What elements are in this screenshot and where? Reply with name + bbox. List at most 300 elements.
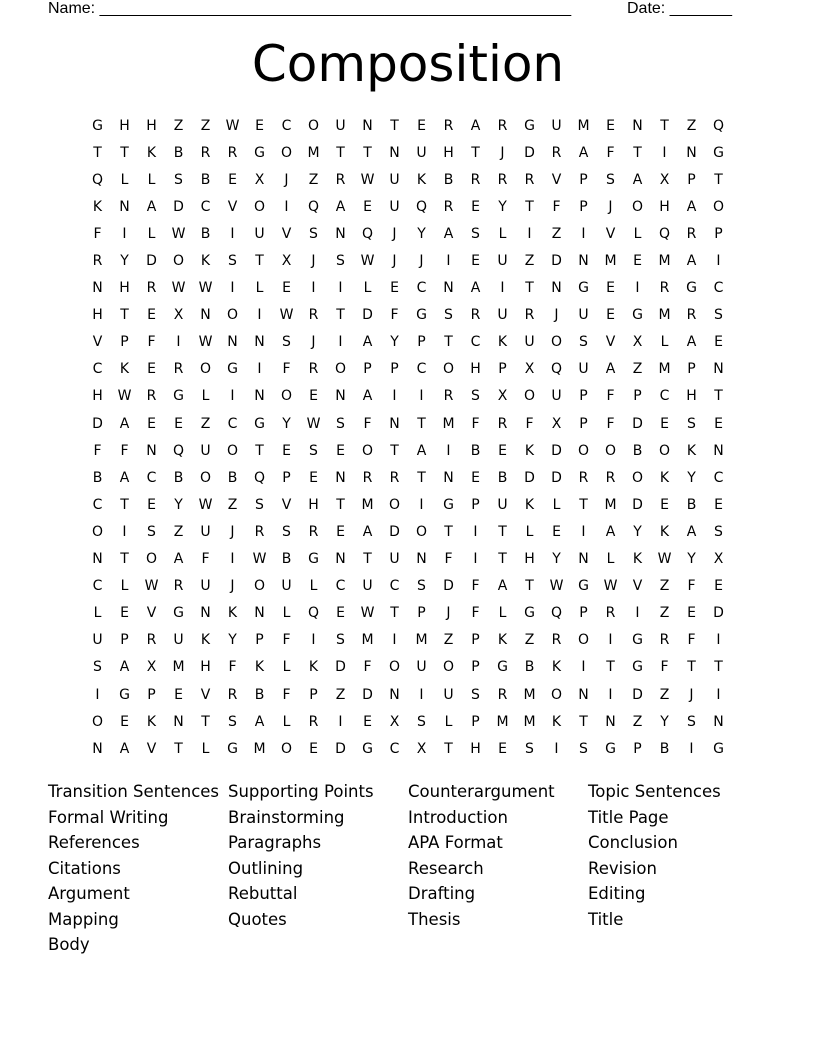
grid-letter: M [307, 144, 320, 161]
grid-letter: O [226, 442, 239, 459]
grid-letter: G [578, 578, 589, 595]
grid-letter: V [200, 686, 211, 703]
grid-letter: T [390, 442, 399, 459]
grid-letter: K [551, 659, 562, 676]
grid-letter: T [714, 659, 723, 676]
grid-letter: K [119, 361, 130, 378]
grid-letter: T [120, 551, 129, 568]
grid-letter: S [336, 415, 345, 432]
grid-letter: H [146, 117, 157, 134]
grid-letter: Y [552, 551, 561, 568]
grid-letter: H [308, 496, 319, 513]
grid-letter: F [471, 415, 480, 432]
grid-letter: Q [253, 469, 266, 486]
grid-letter: G [686, 280, 697, 297]
grid-letter: W [252, 551, 267, 568]
word-list-item: Body [48, 935, 90, 954]
grid-letter: S [417, 578, 426, 595]
grid-letter: G [578, 280, 589, 297]
grid-letter: O [172, 253, 185, 270]
grid-letter: P [417, 605, 426, 622]
grid-letter: I [635, 605, 640, 622]
grid-letter: I [716, 253, 721, 270]
grid-letter: O [604, 442, 617, 459]
grid-letter: I [446, 442, 451, 459]
grid-letter: S [471, 686, 480, 703]
grid-letter: E [336, 442, 345, 459]
grid-letter: R [254, 523, 265, 540]
grid-letter: E [228, 171, 237, 188]
word-list-item: Mapping [48, 909, 119, 929]
grid-letter: I [608, 686, 613, 703]
grid-letter: O [550, 334, 563, 351]
grid-letter: T [120, 144, 129, 161]
grid-letter: C [227, 415, 238, 432]
grid-letter: G [119, 686, 130, 703]
grid-letter: O [577, 632, 590, 649]
grid-letter: O [658, 442, 671, 459]
grid-letter: E [660, 496, 669, 513]
grid-letter: T [525, 280, 534, 297]
grid-letter: N [146, 442, 157, 459]
grid-letter: O [442, 361, 455, 378]
grid-letter: U [578, 361, 589, 378]
grid-letter: R [443, 388, 454, 405]
grid-letter: N [173, 713, 184, 730]
grid-letter: A [686, 523, 697, 540]
grid-letter: W [360, 171, 375, 188]
grid-letter: A [605, 523, 616, 540]
grid-letter: N [227, 334, 238, 351]
grid-letter: L [93, 605, 102, 622]
letter-grid [84, 112, 732, 762]
grid-letter: U [551, 388, 562, 405]
grid-letter: R [173, 361, 184, 378]
grid-letter: E [363, 198, 372, 215]
grid-letter: K [200, 632, 211, 649]
grid-letter: P [579, 415, 588, 432]
grid-letter: R [146, 388, 157, 405]
grid-letter: C [389, 740, 400, 757]
grid-letter: M [415, 632, 428, 649]
grid-letter: T [336, 496, 345, 513]
grid-letter: X [173, 307, 184, 324]
grid-letter: R [605, 469, 616, 486]
grid-letter: A [578, 144, 589, 161]
grid-letter: O [388, 659, 401, 676]
grid-letter: O [334, 361, 347, 378]
grid-letter: T [93, 144, 102, 161]
grid-letter: R [443, 198, 454, 215]
grid-letter: T [417, 415, 426, 432]
grid-letter: E [282, 280, 291, 297]
grid-letter: T [525, 198, 534, 215]
grid-letter: I [419, 388, 424, 405]
grid-letter: I [419, 496, 424, 513]
grid-letter: C [389, 578, 400, 595]
grid-letter: E [714, 578, 723, 595]
grid-letter: Q [361, 225, 374, 242]
grid-letter: E [390, 280, 399, 297]
grid-letter: D [524, 144, 535, 161]
grid-letter: R [470, 171, 481, 188]
word-list-item: Topic Sentences [588, 782, 721, 801]
grid-letter: G [632, 659, 643, 676]
grid-letter: N [389, 686, 400, 703]
grid-letter: Q [307, 605, 320, 622]
grid-letter: Z [551, 225, 562, 242]
grid-letter: P [309, 686, 318, 703]
word-list-item: Brainstorming [228, 807, 345, 827]
grid-letter: S [228, 253, 237, 270]
grid-letter: Q [415, 198, 428, 215]
grid-letter: I [311, 632, 316, 649]
grid-letter: E [147, 307, 156, 324]
grid-letter: K [92, 198, 103, 215]
grid-letter: A [146, 198, 157, 215]
grid-letter: W [360, 253, 375, 270]
grid-letter: S [579, 740, 588, 757]
grid-letter: A [686, 198, 697, 215]
word-list-item: Editing [588, 884, 646, 903]
grid-letter: D [146, 253, 157, 270]
grid-letter: R [578, 469, 589, 486]
grid-letter: F [552, 198, 561, 215]
grid-letter: T [498, 523, 507, 540]
grid-letter: V [551, 171, 562, 188]
grid-letter: R [470, 307, 481, 324]
grid-letter: V [92, 334, 103, 351]
grid-letter: U [497, 253, 508, 270]
grid-letter: F [606, 415, 615, 432]
grid-letter: T [417, 469, 426, 486]
grid-letter: Z [173, 117, 184, 134]
grid-letter: X [632, 334, 643, 351]
grid-letter: R [524, 307, 535, 324]
grid-letter: K [659, 469, 670, 486]
grid-letter: T [660, 117, 669, 134]
grid-letter: S [471, 388, 480, 405]
grid-letter: U [416, 144, 427, 161]
grid-letter: N [578, 253, 589, 270]
grid-letter: R [227, 686, 238, 703]
grid-letter: D [443, 578, 454, 595]
grid-letter: H [119, 280, 130, 297]
grid-letter: M [523, 713, 536, 730]
grid-letter: Q [172, 442, 185, 459]
grid-letter: R [497, 117, 508, 134]
grid-letter: X [254, 171, 265, 188]
grid-letter: S [147, 523, 156, 540]
grid-letter: O [361, 442, 374, 459]
grid-letter: G [254, 415, 265, 432]
grid-letter: Q [658, 225, 671, 242]
grid-letter: I [716, 686, 721, 703]
grid-letter: P [471, 632, 480, 649]
grid-letter: R [551, 144, 562, 161]
grid-letter: E [660, 415, 669, 432]
grid-letter: J [230, 578, 235, 595]
grid-letter: L [525, 523, 534, 540]
grid-letter: X [281, 253, 292, 270]
grid-letter: A [632, 171, 643, 188]
grid-letter: Y [687, 551, 696, 568]
page-title: Composition [251, 35, 565, 93]
grid-letter: J [554, 307, 559, 324]
grid-letter: W [198, 496, 213, 513]
grid-letter: I [608, 632, 613, 649]
grid-letter: S [606, 171, 615, 188]
grid-letter: T [714, 171, 723, 188]
grid-letter: V [605, 334, 616, 351]
grid-letter: U [254, 225, 265, 242]
grid-letter: S [687, 415, 696, 432]
grid-letter: A [335, 198, 346, 215]
grid-letter: O [199, 361, 212, 378]
word-list [48, 779, 768, 958]
grid-letter: E [336, 605, 345, 622]
grid-letter: O [199, 469, 212, 486]
grid-letter: P [471, 713, 480, 730]
grid-letter: U [200, 523, 211, 540]
grid-letter: T [444, 523, 453, 540]
grid-letter: O [253, 578, 266, 595]
grid-letter: D [632, 415, 643, 432]
grid-letter: N [92, 740, 103, 757]
grid-letter: Z [659, 605, 670, 622]
grid-letter: Z [659, 578, 670, 595]
word-list-item: Thesis [408, 909, 461, 929]
grid-letter: I [635, 280, 640, 297]
grid-letter: L [363, 280, 372, 297]
grid-letter: K [200, 253, 211, 270]
grid-letter: N [335, 225, 346, 242]
grid-letter: O [307, 117, 320, 134]
grid-letter: E [147, 361, 156, 378]
grid-letter: G [497, 659, 508, 676]
grid-letter: F [282, 632, 291, 649]
grid-letter: G [227, 740, 238, 757]
grid-letter: G [227, 361, 238, 378]
grid-letter: K [416, 171, 427, 188]
grid-letter: E [606, 307, 615, 324]
grid-letter: Y [390, 334, 399, 351]
grid-letter: O [91, 523, 104, 540]
grid-letter: W [144, 578, 159, 595]
grid-letter: F [282, 686, 291, 703]
grid-letter: I [257, 307, 262, 324]
grid-letter: B [443, 171, 454, 188]
grid-letter: A [362, 523, 373, 540]
grid-letter: F [660, 659, 669, 676]
grid-letter: K [227, 605, 238, 622]
grid-letter: R [659, 632, 670, 649]
grid-letter: J [446, 605, 451, 622]
word-list-item: Rebuttal [228, 884, 298, 903]
grid-letter: B [92, 469, 103, 486]
grid-letter: R [92, 253, 103, 270]
word-list-item: References [48, 833, 140, 852]
grid-letter: H [92, 388, 103, 405]
grid-letter: M [361, 632, 374, 649]
grid-letter: T [390, 605, 399, 622]
grid-letter: L [201, 388, 210, 405]
grid-letter: U [389, 198, 400, 215]
grid-letter: N [335, 551, 346, 568]
grid-letter: M [658, 307, 671, 324]
word-list-item: Argument [48, 884, 130, 903]
grid-letter: I [500, 280, 505, 297]
grid-letter: F [687, 632, 696, 649]
grid-letter: R [659, 280, 670, 297]
grid-letter: T [255, 253, 264, 270]
grid-letter: R [497, 686, 508, 703]
grid-letter: A [497, 578, 508, 595]
word-list-item: Drafting [408, 884, 476, 903]
grid-letter: O [388, 496, 401, 513]
grid-letter: R [686, 307, 697, 324]
grid-letter: Z [335, 686, 346, 703]
grid-letter: R [686, 225, 697, 242]
grid-letter: I [230, 551, 235, 568]
grid-letter: K [551, 713, 562, 730]
grid-letter: R [362, 469, 373, 486]
grid-letter: Z [632, 713, 643, 730]
grid-letter: F [201, 551, 210, 568]
grid-letter: T [606, 659, 615, 676]
grid-letter: Z [524, 632, 535, 649]
grid-letter: G [605, 740, 616, 757]
grid-letter: E [255, 117, 264, 134]
grid-letter: O [442, 659, 455, 676]
grid-letter: F [390, 307, 399, 324]
grid-letter: W [225, 117, 240, 134]
grid-letter: X [389, 713, 400, 730]
grid-letter: L [201, 740, 210, 757]
grid-letter: U [92, 632, 103, 649]
word-list-item: Supporting Points [228, 782, 374, 801]
grid-letter: G [92, 117, 103, 134]
grid-letter: C [416, 280, 427, 297]
grid-letter: P [687, 361, 696, 378]
grid-letter: C [92, 578, 103, 595]
grid-letter: W [603, 578, 618, 595]
grid-letter: U [173, 632, 184, 649]
grid-letter: N [92, 551, 103, 568]
grid-letter: I [122, 523, 127, 540]
grid-letter: R [308, 523, 319, 540]
grid-letter: S [714, 523, 723, 540]
grid-letter: F [606, 144, 615, 161]
grid-letter: B [200, 171, 211, 188]
grid-letter: M [442, 415, 455, 432]
grid-letter: E [147, 496, 156, 513]
grid-letter: W [117, 388, 132, 405]
grid-letter: F [471, 578, 480, 595]
grid-letter: J [311, 334, 316, 351]
grid-letter: A [173, 551, 184, 568]
grid-letter: Z [443, 632, 454, 649]
grid-letter: T [444, 334, 453, 351]
grid-letter: K [524, 496, 535, 513]
grid-letter: S [525, 740, 534, 757]
grid-letter: E [309, 388, 318, 405]
grid-letter: F [444, 551, 453, 568]
grid-letter: D [335, 659, 346, 676]
grid-letter: L [120, 171, 129, 188]
grid-letter: S [471, 225, 480, 242]
grid-letter: J [419, 253, 424, 270]
grid-letter: H [119, 117, 130, 134]
grid-letter: E [120, 713, 129, 730]
grid-letter: G [362, 740, 373, 757]
grid-letter: H [470, 740, 481, 757]
grid-letter: R [335, 171, 346, 188]
grid-letter: U [389, 171, 400, 188]
grid-letter: D [173, 198, 184, 215]
grid-letter: E [606, 280, 615, 297]
grid-letter: F [93, 442, 102, 459]
grid-letter: P [687, 171, 696, 188]
grid-letter: H [443, 144, 454, 161]
word-list-item: Quotes [228, 909, 287, 929]
grid-letter: K [146, 713, 157, 730]
grid-letter: I [311, 280, 316, 297]
grid-letter: F [93, 225, 102, 242]
grid-letter: I [230, 280, 235, 297]
grid-letter: A [470, 280, 481, 297]
grid-letter: T [579, 496, 588, 513]
grid-letter: K [632, 551, 643, 568]
grid-letter: B [659, 740, 670, 757]
grid-letter: I [257, 361, 262, 378]
grid-letter: U [497, 307, 508, 324]
grid-letter: Z [686, 117, 697, 134]
grid-letter: D [551, 469, 562, 486]
grid-letter: K [146, 144, 157, 161]
grid-letter: K [254, 659, 265, 676]
grid-letter: A [416, 442, 427, 459]
word-list-item: Research [408, 858, 484, 878]
grid-letter: N [578, 686, 589, 703]
grid-letter: R [146, 632, 157, 649]
grid-letter: T [444, 740, 453, 757]
grid-letter: N [335, 388, 346, 405]
grid-letter: O [253, 198, 266, 215]
grid-letter: C [713, 469, 724, 486]
grid-letter: Z [173, 523, 184, 540]
grid-letter: I [581, 659, 586, 676]
grid-letter: A [470, 117, 481, 134]
grid-letter: N [578, 551, 589, 568]
word-list-item: Transition Sentences [48, 782, 220, 801]
grid-letter: S [336, 253, 345, 270]
grid-letter: S [714, 307, 723, 324]
grid-letter: M [658, 253, 671, 270]
grid-letter: I [581, 225, 586, 242]
grid-letter: A [119, 415, 130, 432]
grid-letter: R [389, 469, 400, 486]
grid-letter: B [470, 442, 481, 459]
grid-letter: E [336, 523, 345, 540]
grid-letter: L [120, 578, 129, 595]
grid-letter: I [662, 144, 667, 161]
grid-letter: F [471, 605, 480, 622]
grid-letter: X [551, 415, 562, 432]
grid-letter: N [389, 415, 400, 432]
grid-letter: S [687, 713, 696, 730]
grid-letter: Z [524, 253, 535, 270]
